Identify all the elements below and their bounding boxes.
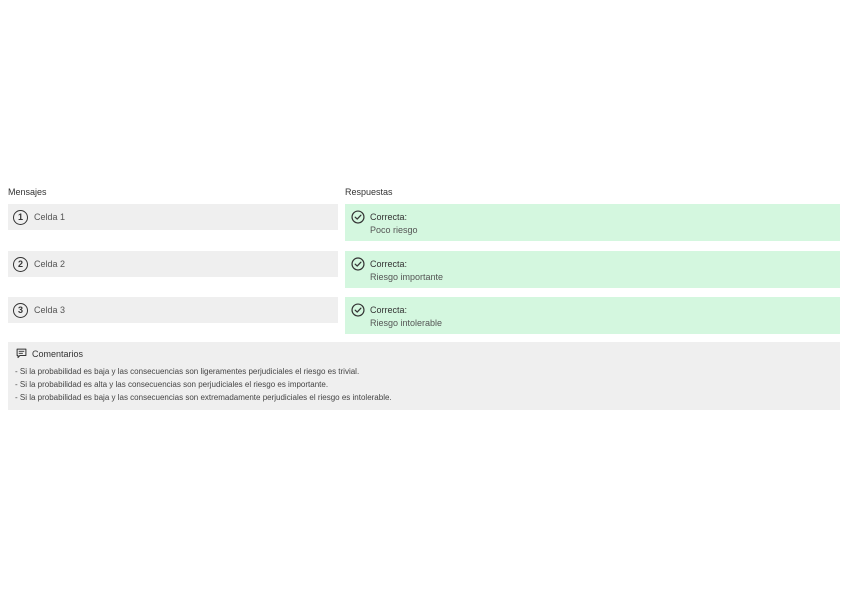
- comments-header: [16, 348, 832, 359]
- message-row-3: [8, 297, 338, 323]
- response-value: Riesgo importante: [370, 272, 444, 282]
- responses-header: Respuestas: [345, 187, 393, 197]
- comment-line-2: - Si la probabilidad es alta y las consecuencias son perjudiciales el riesgo es importante.: [15, 380, 329, 389]
- response-status: Correcta:: [370, 305, 408, 315]
- response-value: Poco riesgo: [370, 225, 418, 235]
- response-status: Correcta:: [370, 212, 408, 222]
- check-circle-icon: [351, 257, 365, 271]
- response-status: Correcta:: [370, 259, 408, 269]
- comment-icon: [16, 348, 27, 359]
- message-label: Celda 2: [34, 259, 66, 269]
- comment-line-1: - Si la probabilidad es baja y las consecuencias son ligeramentes perjudiciales el riesgo es trivial.: [15, 367, 360, 376]
- comment-line-3: - Si la probabilidad es baja y las consecuencias son extremadamente perjudiciales el riesgo es intolerable.: [15, 393, 392, 402]
- row-number-badge: 2: [13, 257, 28, 272]
- response-row-1: [345, 204, 840, 241]
- row-number-badge: 3: [13, 303, 28, 318]
- message-label: Celda 1: [34, 212, 66, 222]
- response-row-2: [345, 251, 840, 288]
- comments-panel: [8, 342, 840, 410]
- messages-header: Mensajes: [8, 187, 47, 197]
- message-row-2: [8, 251, 338, 277]
- check-circle-icon: [351, 210, 365, 224]
- message-label: Celda 3: [34, 305, 66, 315]
- check-circle-icon: [351, 303, 365, 317]
- row-number-badge: 1: [13, 210, 28, 225]
- comments-title: Comentarios: [32, 348, 84, 359]
- response-row-3: [345, 297, 840, 334]
- response-value: Riesgo intolerable: [370, 318, 443, 328]
- message-row-1: [8, 204, 338, 230]
